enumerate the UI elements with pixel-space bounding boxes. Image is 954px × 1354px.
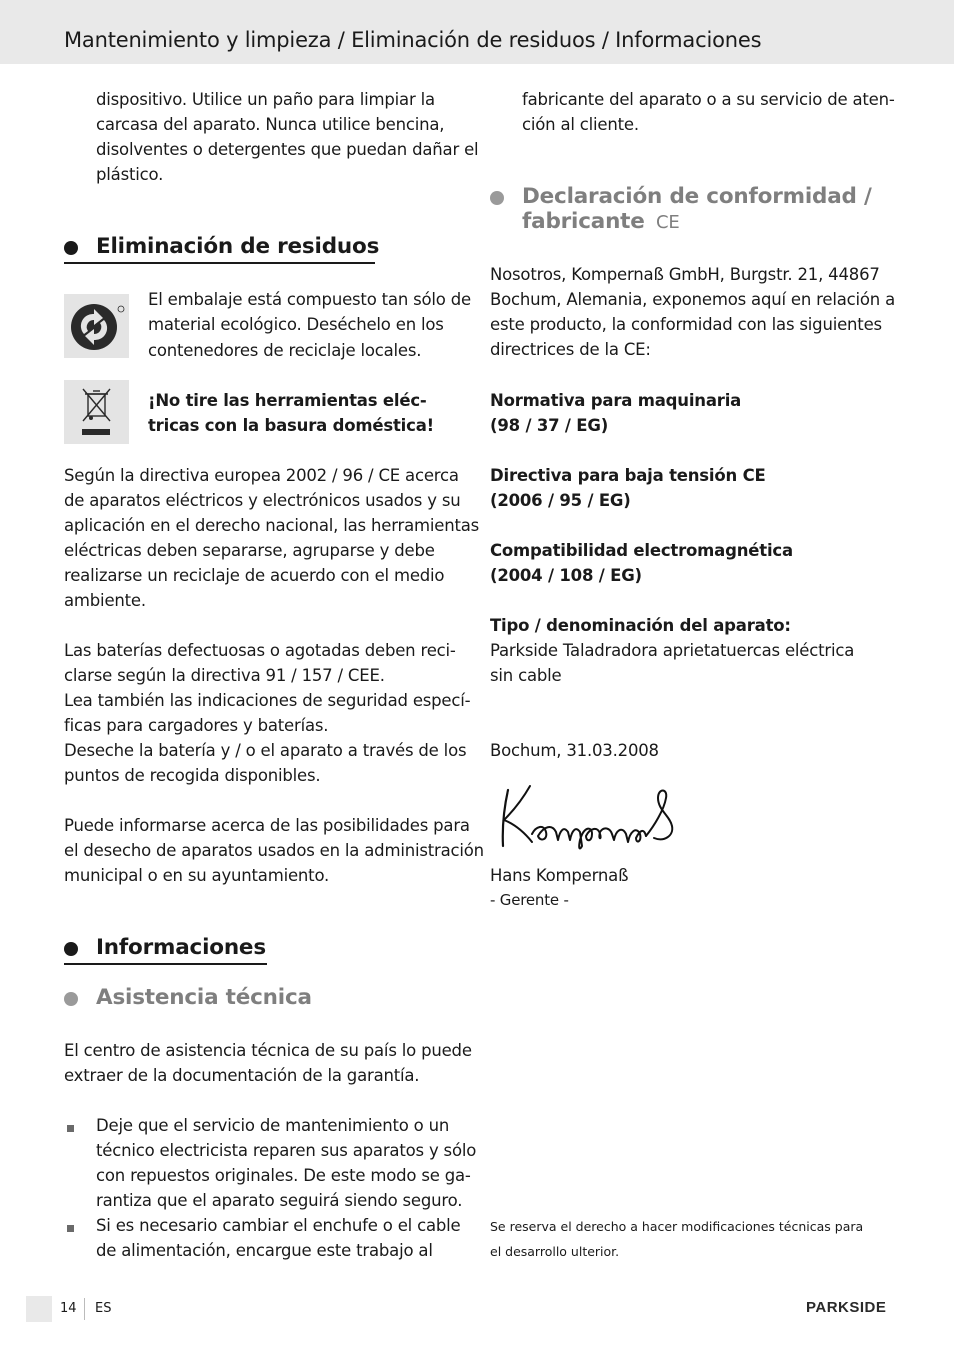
- directive-line: realizarse un reciclaje de acuerdo con el medio: [64, 566, 445, 585]
- info-heading: Informaciones: [96, 935, 266, 960]
- directive-line: Según la directiva europea 2002 / 96 / CE acerca: [64, 466, 459, 485]
- battery-line: Deseche la batería y / o el aparato a través de los: [64, 741, 467, 760]
- warning-line: ¡No tire las herramientas eléc-: [148, 391, 427, 410]
- directive-line: eléctricas deben separarse, agruparse y debe: [64, 541, 435, 560]
- page-header: [0, 0, 954, 64]
- page-number: 14: [60, 1301, 77, 1316]
- type-line: sin cable: [490, 666, 562, 685]
- norm-title: Directiva para baja tensión CE: [490, 466, 766, 485]
- bullet-line: Deje que el servicio de mantenimiento o un: [96, 1116, 450, 1135]
- norm-title: Compatibilidad electromagnética: [490, 541, 793, 560]
- recycling-icon: [64, 294, 129, 358]
- battery-line: ficas para cargadores y baterías.: [64, 716, 329, 735]
- bullet-line: Si es necesario cambiar el enchufe o el cable: [96, 1216, 461, 1235]
- directive-line: ambiente.: [64, 591, 146, 610]
- municipal-line: el desecho de aparatos usados en la administración: [64, 841, 484, 860]
- packaging-line: material ecológico. Deséchelo en los: [148, 315, 444, 334]
- heading-underline: [64, 963, 267, 965]
- norm-code: (2004 / 108 / EG): [490, 566, 642, 585]
- directive-line: aplicación en el derecho nacional, las herramientas: [64, 516, 480, 535]
- intro-line: plástico.: [96, 165, 164, 184]
- heading-bullet-icon: [64, 942, 78, 956]
- reserve-line: Se reserva el derecho a hacer modificaciones técnicas para: [490, 1219, 864, 1234]
- heading-bullet-icon: [64, 241, 78, 255]
- continued-line: fabricante del aparato o a su servicio de aten-: [522, 90, 895, 109]
- signature-image: [494, 780, 684, 852]
- intro-line: disolventes o detergentes que puedan dañar el: [96, 140, 479, 159]
- norm-title: Normativa para maquinaria: [490, 391, 742, 410]
- bullet-line: de alimentación, encargue este trabajo al: [96, 1241, 433, 1260]
- subheading-bullet-icon: [64, 992, 78, 1006]
- intro-line: dispositivo. Utilice un paño para limpiar la: [96, 90, 435, 109]
- page-title: Mantenimiento y limpieza / Eliminación de residuos / Informaciones: [64, 28, 762, 52]
- language-code: ES: [95, 1301, 112, 1316]
- bullet-line: técnico electricista reparen sus aparatos y sólo: [96, 1141, 477, 1160]
- battery-line: clarse según la directiva 91 / 157 / CEE.: [64, 666, 385, 685]
- list-bullet-icon: [67, 1225, 74, 1232]
- assist-line: El centro de asistencia técnica de su país lo puede: [64, 1041, 472, 1060]
- brand-logo: PARKSIDE: [806, 1299, 887, 1316]
- type-label: Tipo / denominación del aparato:: [490, 616, 791, 635]
- directive-line: de aparatos eléctricos y electrónicos usados y su: [64, 491, 461, 510]
- footer-divider: [84, 1298, 85, 1320]
- list-bullet-icon: [67, 1125, 74, 1132]
- battery-line: puntos de recogida disponibles.: [64, 766, 321, 785]
- footer-tab: [26, 1296, 52, 1322]
- declaration-line: Bochum, Alemania, exponemos aquí en relación a: [490, 290, 895, 309]
- place-date: Bochum, 31.03.2008: [490, 741, 659, 760]
- packaging-line: contenedores de reciclaje locales.: [148, 341, 422, 360]
- signature-name: Hans Kompernaß: [490, 866, 629, 885]
- battery-line: Las baterías defectuosas o agotadas deben reci-: [64, 641, 456, 660]
- warning-line: tricas con la basura doméstica!: [148, 416, 434, 435]
- norm-code: (98 / 37 / EG): [490, 416, 609, 435]
- declaration-line: este producto, la conformidad con las siguientes: [490, 315, 882, 334]
- continued-line: ción al cliente.: [522, 115, 639, 134]
- packaging-line: El embalaje está compuesto tan sólo de: [148, 290, 471, 309]
- norm-code: (2006 / 95 / EG): [490, 491, 631, 510]
- municipal-line: Puede informarse acerca de las posibilidades para: [64, 816, 470, 835]
- municipal-line: municipal o en su ayuntamiento.: [64, 866, 330, 885]
- heading-underline: [64, 262, 375, 264]
- declaration-line: Nosotros, Kompernaß GmbH, Burgstr. 21, 44867: [490, 265, 880, 284]
- intro-line: carcasa del aparato. Nunca utilice bencina,: [96, 115, 445, 134]
- subheading-bullet-icon: [490, 191, 504, 205]
- type-line: Parkside Taladradora aprietatuercas eléctrica: [490, 641, 855, 660]
- ce-mark-icon: CE: [655, 212, 680, 233]
- crossed-bin-icon: [64, 380, 129, 444]
- bullet-line: rantiza que el aparato seguirá siendo seguro.: [96, 1191, 463, 1210]
- bullet-line: con repuestos originales. De este modo se ga-: [96, 1166, 471, 1185]
- assist-heading: Asistencia técnica: [96, 985, 312, 1010]
- assist-line: extraer de la documentación de la garantía.: [64, 1066, 420, 1085]
- declaration-heading: Declaración de conformidad /: [522, 184, 872, 209]
- signature-role: - Gerente -: [490, 891, 569, 909]
- battery-line: Lea también las indicaciones de seguridad especí-: [64, 691, 471, 710]
- declaration-heading-text: fabricante: [522, 209, 645, 234]
- declaration-line: directrices de la CE:: [490, 340, 651, 359]
- disposal-heading: Eliminación de residuos: [96, 234, 380, 259]
- reserve-line: el desarrollo ulterior.: [490, 1244, 620, 1259]
- declaration-heading-line2: [522, 209, 680, 234]
